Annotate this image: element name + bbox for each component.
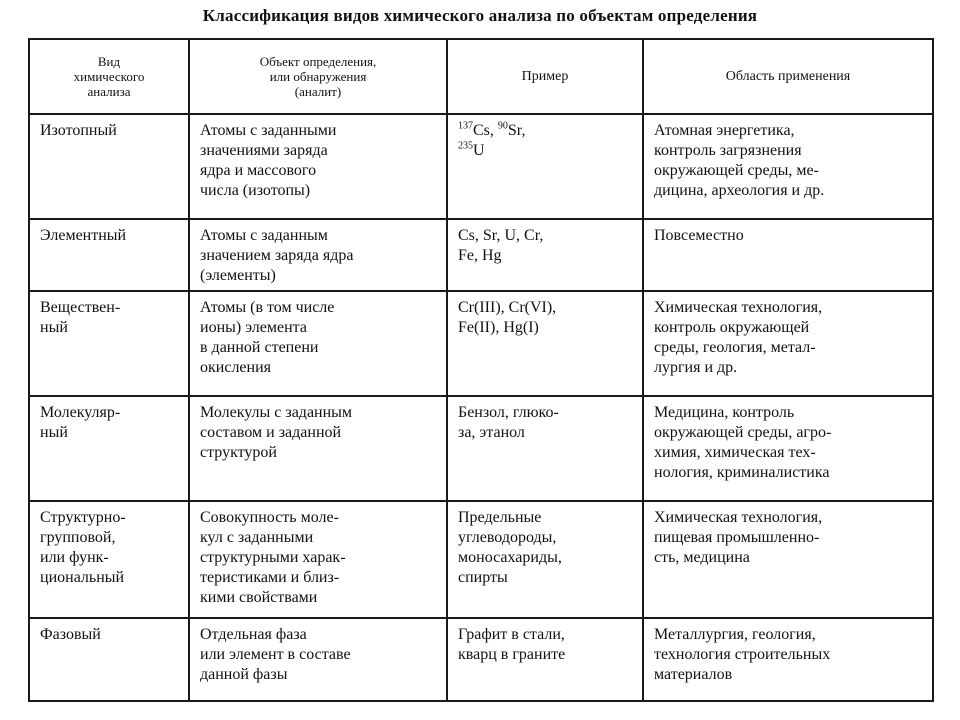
table-row [29, 291, 933, 396]
table-row [29, 501, 933, 618]
isotope-symbol: Cs, [473, 121, 498, 139]
table-row [29, 114, 933, 219]
cell-application: Химическая технология, контроль окружающей среды, геология, метал- лургия и др. [643, 291, 933, 396]
cell-example: Графит в стали, кварц в граните [447, 618, 643, 701]
isotope-mass: 137 [458, 120, 473, 132]
cell-example: Бензол, глюко- за, этанол [447, 396, 643, 501]
cell-analysis-type: Изотопный [29, 114, 189, 219]
cell-analysis-type: Структурно- групповой, или функ- циональный [29, 501, 189, 618]
isotope-symbol: Sr, [507, 121, 526, 139]
cell-example: Cs, Sr, U, Cr, Fe, Hg [447, 219, 643, 292]
header-analysis-type: Вид химического анализа [29, 39, 189, 114]
cell-application: Металлургия, геология, технология строительных материалов [643, 618, 933, 701]
isotope-mass: 90 [497, 120, 508, 132]
table-row [29, 396, 933, 501]
isotope-mass: 235 [458, 140, 473, 152]
cell-analyte: Атомы с заданными значениями заряда ядра и массового числа (изотопы) [189, 114, 447, 219]
cell-analysis-type: Веществен- ный [29, 291, 189, 396]
cell-analysis-type: Фазовый [29, 618, 189, 701]
cell-application: Повсеместно [643, 219, 933, 292]
cell-analyte: Совокупность моле- кул с заданными структурными харак- теристиками и близ- кими свойствами [189, 501, 447, 618]
isotope [498, 122, 526, 139]
isotope-symbol: U [473, 141, 485, 159]
table-row [29, 618, 933, 701]
document-title: Классификация видов химического анализа по объектам определения [202, 6, 758, 25]
cell-application: Медицина, контроль окружающей среды, агро- химия, химическая тех- нология, криминалистика [643, 396, 933, 501]
header-application: Область применения [643, 39, 933, 114]
cell-example: Cr(III), Cr(VI), Fe(II), Hg(I) [447, 291, 643, 396]
isotope [458, 122, 498, 139]
cell-example: Предельные углеводороды, моносахариды, спирты [447, 501, 643, 618]
header-example: Пример [447, 39, 643, 114]
cell-application: Атомная энергетика, контроль загрязнения окружающей среды, ме- дицина, археология и др. [643, 114, 933, 219]
cell-analyte: Отдельная фаза или элемент в составе данной фазы [189, 618, 447, 701]
cell-application: Химическая технология, пищевая промышленно- сть, медицина [643, 501, 933, 618]
table-row [29, 219, 933, 292]
cell-analyte: Атомы (в том числе ионы) элемента в данной степени окисления [189, 291, 447, 396]
cell-analysis-type: Элементный [29, 219, 189, 292]
cell-analysis-type: Молекуляр- ный [29, 396, 189, 501]
classification-table [28, 38, 934, 702]
cell-analyte: Молекулы с заданным составом и заданной структурой [189, 396, 447, 501]
header-analyte: Объект определения, или обнаружения (аналит) [189, 39, 447, 114]
isotope [458, 142, 485, 159]
cell-analyte: Атомы с заданным значением заряда ядра (элементы) [189, 219, 447, 292]
table-header-row [29, 39, 933, 114]
cell-example [447, 114, 643, 219]
